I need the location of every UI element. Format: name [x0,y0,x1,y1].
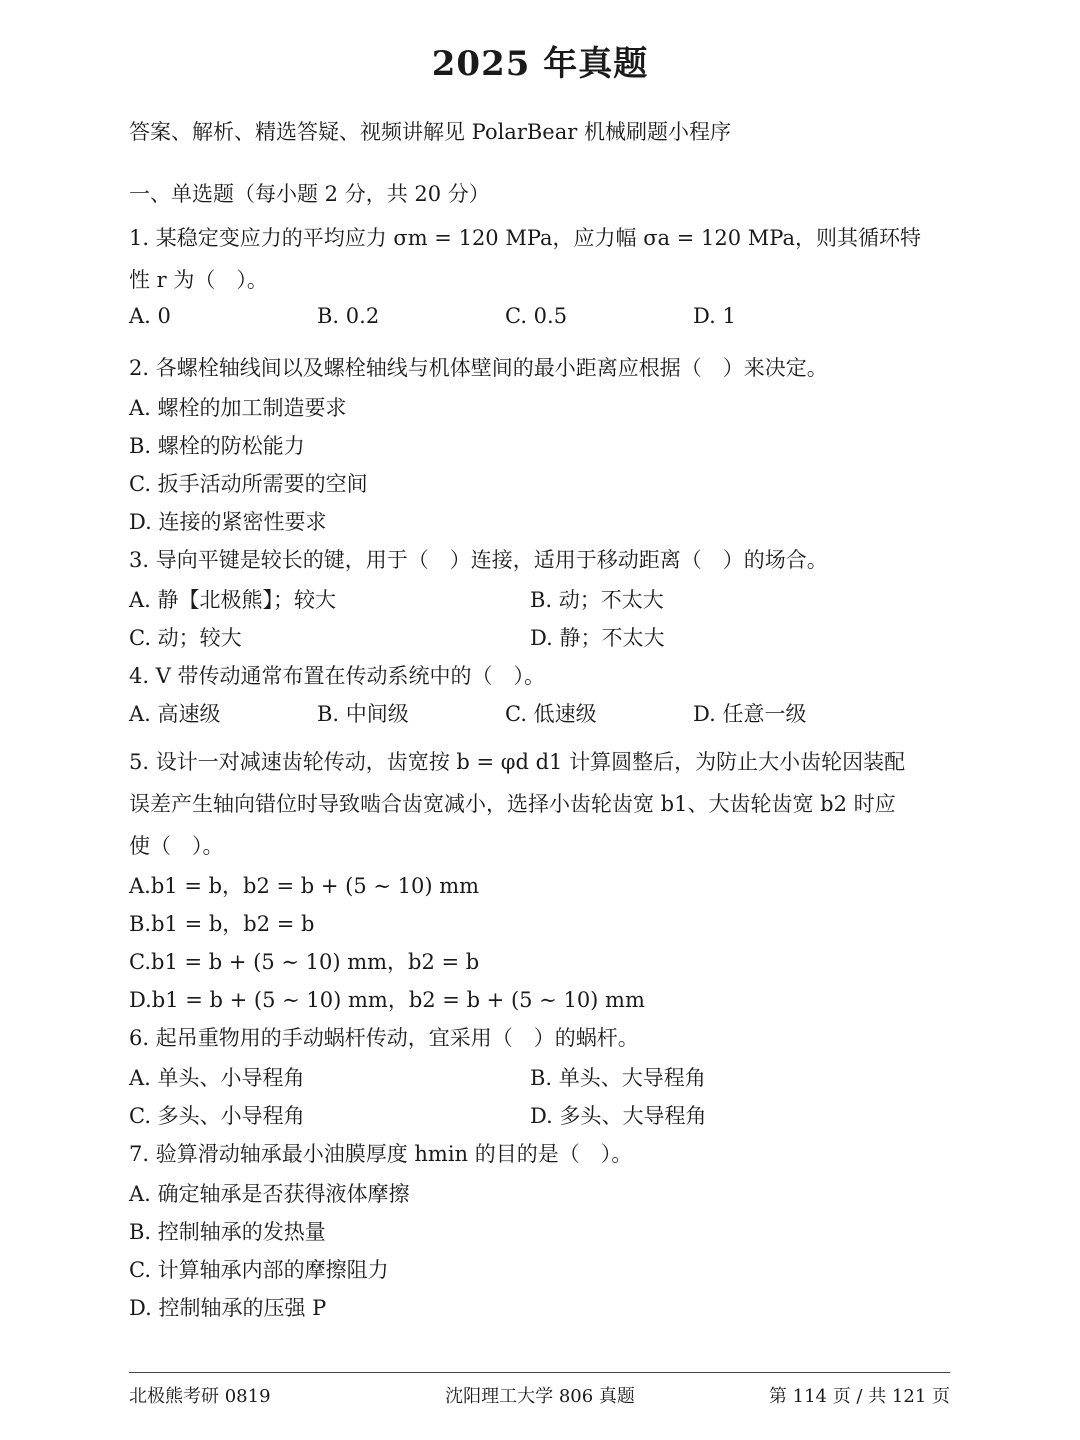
footer-left: 北极熊考研 0819 [129,1386,271,1407]
question-4-options [129,698,950,728]
footer-page-number: 第 114 页 / 共 121 页 [768,1386,950,1407]
option-a: A. 静【北极熊】；较大 [129,588,337,612]
question-7-option-d: D. 控制轴承的压强 P [129,1296,327,1320]
option-b: B. 0.2 [317,304,380,328]
question-2-option-a: A. 螺栓的加工制造要求 [129,396,347,420]
question-7-option-a: A. 确定轴承是否获得液体摩擦 [129,1182,410,1206]
option-a: A. 高速级 [129,702,221,726]
section-heading: 一、单选题（每小题 2 分，共 20 分） [129,182,490,206]
question-2-option-d: D. 连接的紧密性要求 [129,510,327,534]
question-7-option-c: C. 计算轴承内部的摩擦阻力 [129,1258,389,1282]
question-7-line-1: 7. 验算滑动轴承最小油膜厚度 hmin 的目的是（ ）。 [129,1142,633,1166]
option-d: D. 多头、大导程角 [530,1104,707,1128]
question-6-options-row-1 [129,1062,950,1092]
option-c: C. 动；较大 [129,626,242,650]
question-4-line-1: 4. V 带传动通常布置在传动系统中的（ ）。 [129,664,546,688]
question-5-option-c: C.b1 = b + (5 ∼ 10) mm，b2 = b [129,950,480,974]
option-a: A. 单头、小导程角 [129,1066,305,1090]
option-b: B. 动；不太大 [530,588,664,612]
option-c: C. 0.5 [505,304,568,328]
subtitle: 答案、解析、精选答疑、视频讲解见 PolarBear 机械刷题小程序 [129,120,731,144]
question-3-options-row-1 [129,584,950,614]
page-title: 2025 年真题 [431,44,649,84]
question-2-line-1: 2. 各螺栓轴线间以及螺栓轴线与机体壁间的最小距离应根据（ ）来决定。 [129,356,828,380]
question-6-options-row-2 [129,1100,950,1130]
question-3-line-1: 3. 导向平键是较长的键，用于（ ）连接，适用于移动距离（ ）的场合。 [129,548,828,572]
question-5-line-3: 使（ ）。 [129,834,224,858]
question-3-options-row-2 [129,622,950,652]
option-d: D. 静；不太大 [530,626,665,650]
question-1-options [129,304,950,334]
question-2-option-b: B. 螺栓的防松能力 [129,434,305,458]
option-b: B. 单头、大导程角 [530,1066,706,1090]
question-5-option-d: D.b1 = b + (5 ∼ 10) mm，b2 = b + (5 ∼ 10) mm [129,988,645,1012]
option-d: D. 1 [693,304,736,328]
option-b: B. 中间级 [317,702,409,726]
footer-center: 沈阳理工大学 806 真题 [445,1386,635,1407]
option-c: C. 多头、小导程角 [129,1104,305,1128]
question-5-line-1: 5. 设计一对减速齿轮传动，齿宽按 b = φd d1 计算圆整后，为防止大小齿轮因装配 [129,750,906,774]
question-6-line-1: 6. 起吊重物用的手动蜗杆传动，宜采用（ ）的蜗杆。 [129,1026,639,1050]
option-c: C. 低速级 [505,702,597,726]
footer-divider [129,1372,950,1373]
option-d: D. 任意一级 [693,702,807,726]
option-a: A. 0 [129,304,171,328]
question-5-option-a: A.b1 = b，b2 = b + (5 ∼ 10) mm [129,874,480,898]
question-1-line-2: 性 r 为（ ）。 [129,268,268,292]
question-7-option-b: B. 控制轴承的发热量 [129,1220,326,1244]
question-1-line-1: 1. 某稳定变应力的平均应力 σm = 120 MPa，应力幅 σa = 120 MPa，则其循环特 [129,226,921,250]
question-5-option-b: B.b1 = b，b2 = b [129,912,315,936]
question-5-line-2: 误差产生轴向错位时导致啮合齿宽减小，选择小齿轮齿宽 b1、大齿轮齿宽 b2 时应 [129,792,896,816]
question-2-option-c: C. 扳手活动所需要的空间 [129,472,368,496]
